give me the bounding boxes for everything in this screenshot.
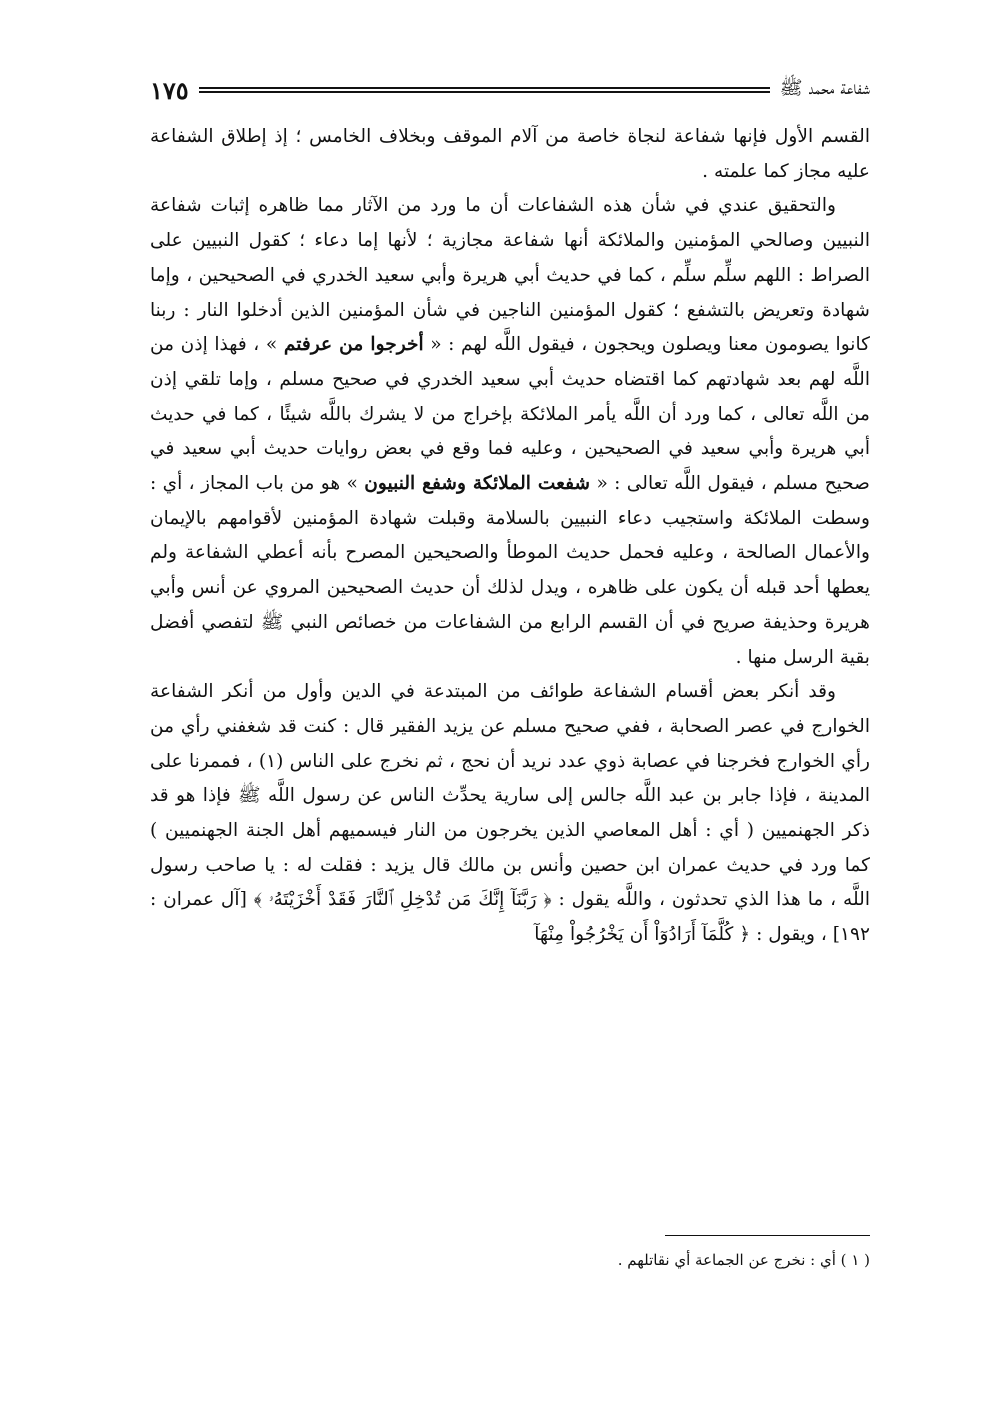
footnote-separator: [665, 1235, 870, 1236]
hadith-quote-1: أخرجوا من عرفتم: [283, 334, 424, 356]
header-double-rule: [199, 87, 770, 93]
paragraph-2-text-c: » هو من باب المجاز ، أي : وسطت الملائكة واستجيب دعاء النبيين بالسلامة وقبلت شهادة المؤمنين لأقوامهم بالإيمان والأعمال الصالحة ، وعليه فحمل حديث الموطأ والصحيحين المصرح بأنه أعطي الشفاعة ولم يعطها أحد قبله أن يكون على ظاهره ، ويدل لذلك أن حديث الصحيحين المروي عن أنس وأبي هريرة وحذيفة صريح في أن القسم الرابع من الشفاعات من خصائص النبي ﷺ لتفصي أفضل بقية الرسل منها .: [150, 473, 870, 668]
paragraph-1: القسم الأول فإنها شفاعة لنجاة خاصة من آلام الموقف وبخلاف الخامس ؛ إذ إطلاق الشفاعة عليه مجاز كما علمته .: [150, 126, 870, 182]
paragraph-2-text-a: والتحقيق عندي في شأن هذه الشفاعات أن ما ورد من الآثار مما ظاهره إثبات شفاعة النبيين وصالحي المؤمنين والملائكة أنها شفاعة مجازية ؛ لأنها إما دعاء ؛ كقول النبيين على الصراط : اللهم سلِّم سلِّم ، كما في حديث أبي هريرة وأبي سعيد الخدري في الصحيحين ، وإما شهادة وتعريض بالتشفع ؛ كقول المؤمنين الناجين في شأن المؤمنين الذين أدخلوا النار : ربنا كانوا يصومون معنا ويصلون ويحجون ، فيقول اللَّه لهم : «: [150, 195, 870, 356]
running-title: شفاعة محمد ﷺ: [779, 77, 870, 99]
paragraph-2: [150, 189, 870, 675]
paragraph-2-text-b: » ، فهذا إذن من اللَّه لهم بعد شهادتهم كما اقتضاه حديث أبي سعيد الخدري في صحيح مسلم ، وإما تلقي إذن من اللَّه تعالى ، كما ورد أن اللَّه يأمر الملائكة بإخراج من لا يشرك باللَّه شيئًا ، كما في حديث أبي هريرة وأبي سعيد في الصحيحين ، وعليه فما وقع في بعض روايات حديث أبي سعيد في صحيح مسلم ، فيقول اللَّه تعالى : «: [150, 334, 870, 495]
hadith-quote-2: شفعت الملائكة وشفع النبيون: [364, 473, 591, 495]
page-number: ١٧٥: [150, 75, 189, 105]
footnote: ( ١ ) أي : نخرج عن الجماعة أي نقاتلهم .: [617, 1251, 870, 1269]
body-text: [150, 120, 870, 953]
document-page: [150, 70, 870, 1269]
page-header: [150, 70, 870, 110]
paragraph-3: وقد أنكر بعض أقسام الشفاعة طوائف من المبتدعة في الدين وأول من أنكر الشفاعة الخوارج في عصر الصحابة ، ففي صحيح مسلم عن يزيد الفقير قال : كنت قد شغفني رأي من رأي الخوارج فخرجنا في عصابة ذوي عدد نريد أن نحج ، ثم نخرج على الناس (١) ، فممرنا على المدينة ، فإذا جابر بن عبد اللَّه جالس إلى سارية يحدِّث الناس عن رسول اللَّه ﷺ فإذا هو قد ذكر الجهنميين ( أي : أهل المعاصي الذين يخرجون من النار فيسميهم أهل الجنة الجهنميين ) كما ورد في حديث عمران ابن حصين وأنس بن مالك قال يزيد : فقلت له : يا صاحب رسول اللَّه ، ما هذا الذي تحدثون ، واللَّه يقول : ﴿ رَبَّنَآ إِنَّكَ مَن تُدْخِلِ ٱلنَّارَ فَقَدْ أَخْزَيْتَهُۥ ﴾ [آل عمران : ١٩٢] ، ويقول : ﴿ كُلَّمَآ أَرَادُوٓاْ أَن يَخْرُجُواْ مِنْهَآ: [150, 681, 870, 946]
